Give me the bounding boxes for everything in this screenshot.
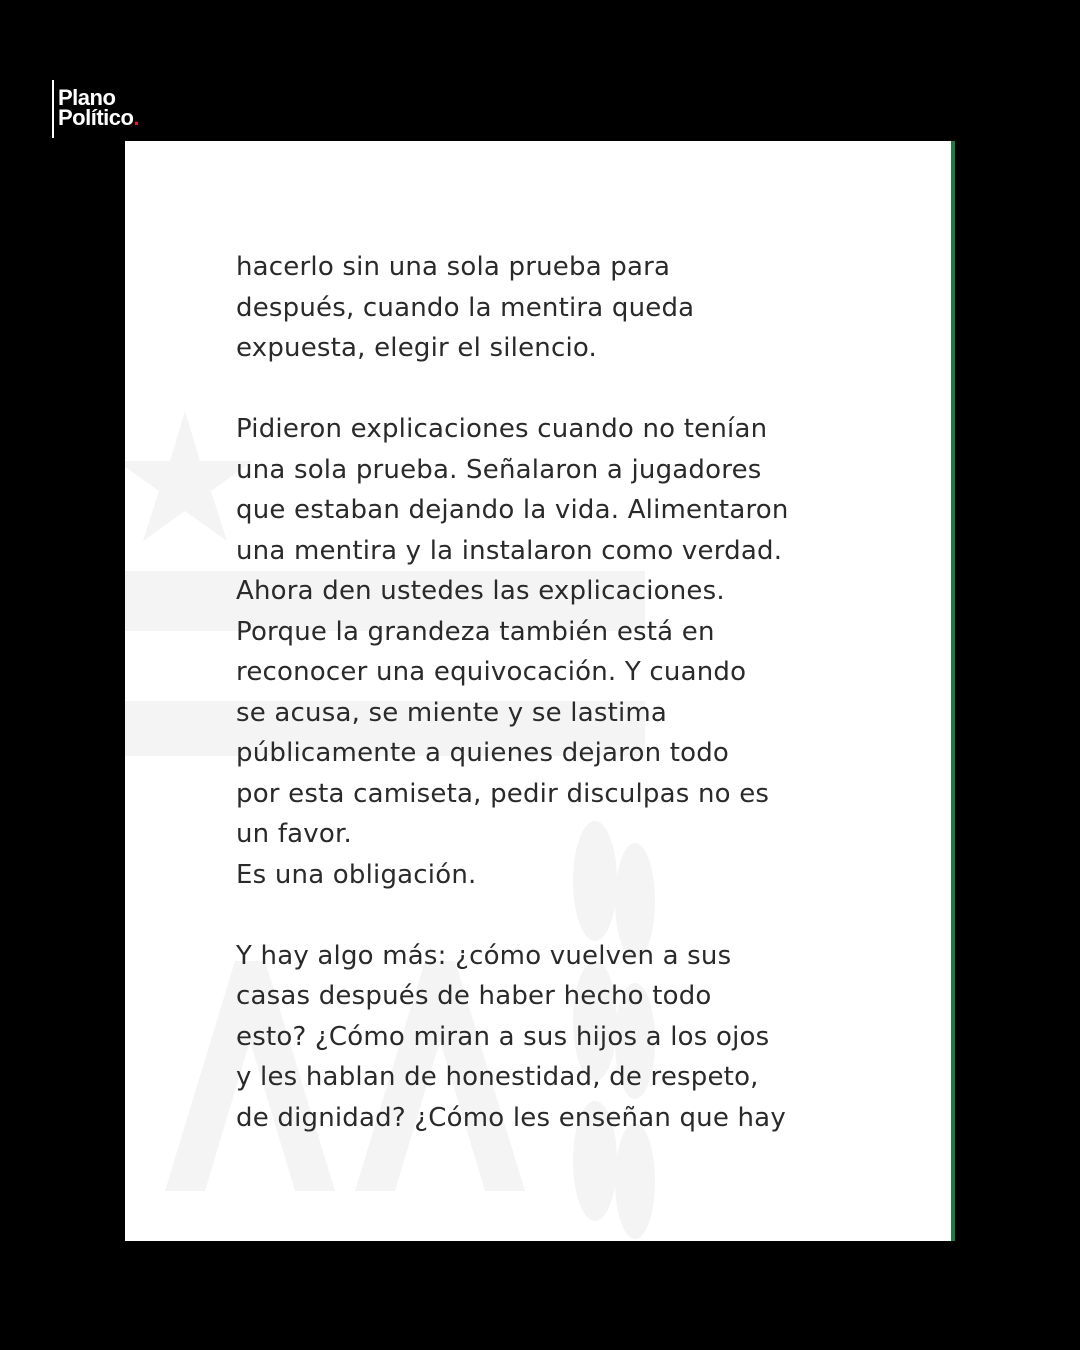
plano-politico-logo (52, 80, 139, 138)
text-line: de dignidad? ¿Cómo les enseñan que hay (236, 1102, 786, 1133)
text-line: una mentira y la instalaron como verdad. (236, 535, 783, 566)
text-line: después, cuando la mentira queda (236, 292, 695, 323)
text-line: esto? ¿Cómo miran a sus hijos a los ojos (236, 1021, 770, 1052)
text-line: se acusa, se miente y se lastima (236, 697, 668, 728)
watermark-star (125, 411, 253, 541)
paragraph-gap (236, 369, 876, 410)
text-line: que estaban dejando la vida. Alimentaron (236, 495, 789, 525)
logo-word-politico (58, 105, 140, 130)
text-line: expuesta, elegir el silencio. (236, 333, 597, 363)
paragraph-gap (236, 895, 876, 936)
text-line: Porque la grandeza también está en (236, 616, 715, 647)
logo-red-dot: . (133, 105, 140, 130)
text-line: Ahora den ustedes las explicaciones. (236, 576, 725, 606)
logo-word-politico-text: Político (58, 105, 134, 130)
paragraph (236, 247, 876, 369)
text-line: por esta camiseta, pedir disculpas no es (236, 778, 770, 809)
text-line: hacerlo sin una sola prueba para (236, 252, 671, 282)
text-line: públicamente a quienes dejaron todo (236, 738, 730, 768)
text-line: Y hay algo más: ¿cómo vuelven a sus (236, 940, 732, 971)
paragraph (236, 409, 876, 895)
text-line: una sola prueba. Señalaron a jugadores (236, 454, 762, 485)
text-line: un favor. (236, 819, 352, 849)
watermark-wheat (615, 1123, 655, 1239)
text-line: reconocer una equivocación. Y cuando (236, 657, 747, 687)
text-line: Es una obligación. (236, 859, 477, 890)
logo-word-plano: Plano (58, 85, 116, 110)
paragraph (236, 936, 876, 1139)
statement-text (236, 247, 876, 1138)
card-green-edge (951, 141, 955, 1241)
text-line: y les hablan de honestidad, de respeto, (236, 1062, 759, 1092)
text-line: Pidieron explicaciones cuando no tenían (236, 414, 768, 444)
text-line: casas después de haber hecho todo (236, 981, 712, 1011)
text-card (125, 141, 953, 1241)
